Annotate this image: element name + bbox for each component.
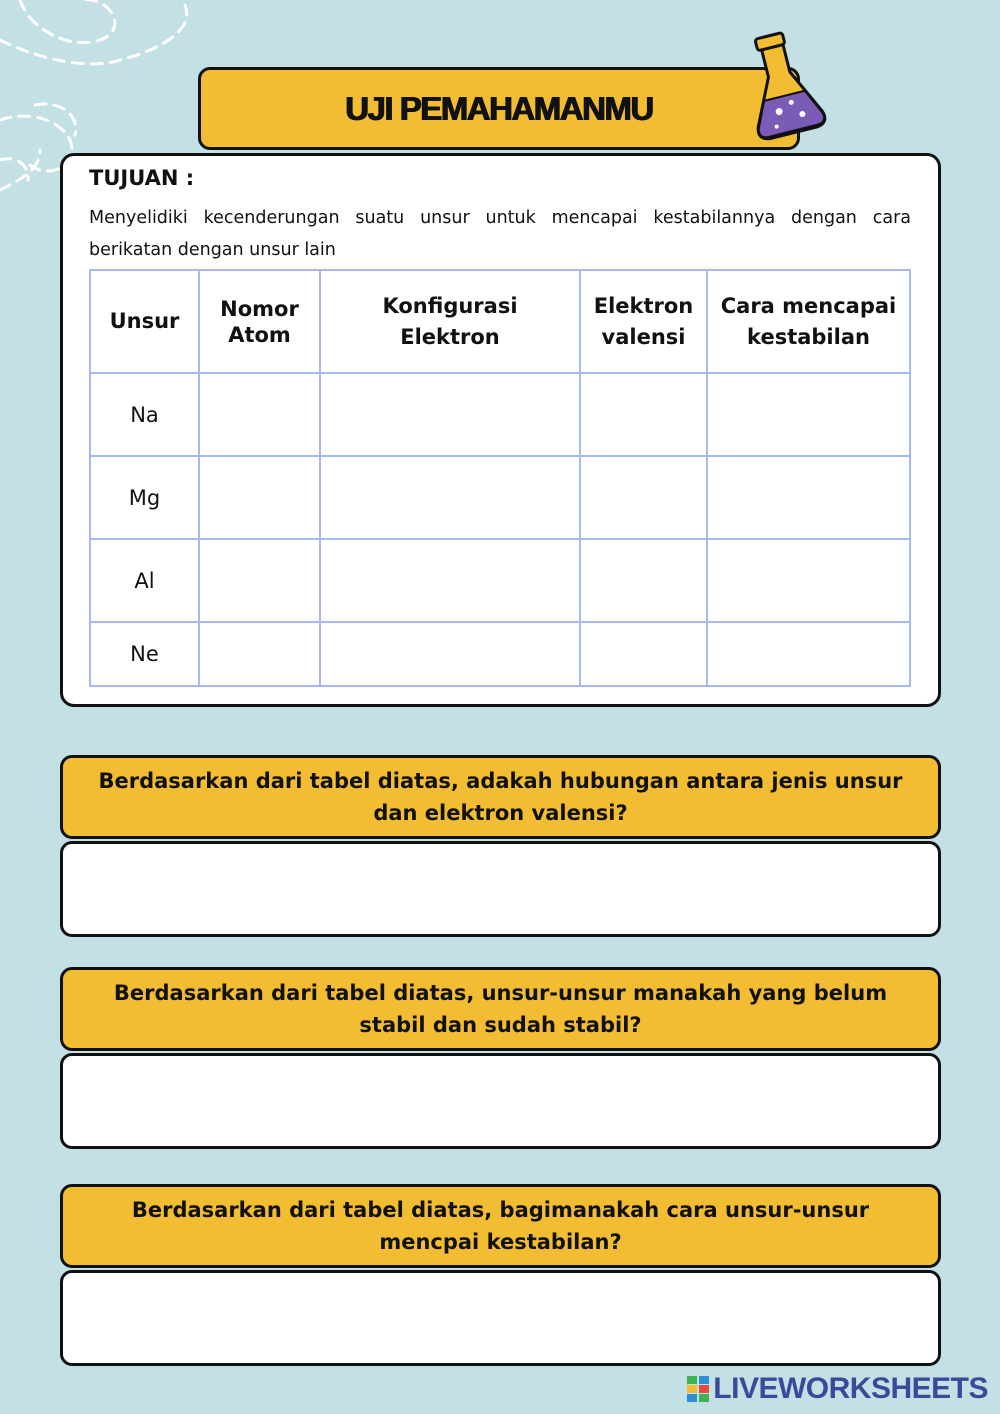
cell-konfigurasi[interactable] (320, 622, 580, 686)
column-header-unsur: Unsur (90, 270, 199, 373)
column-header-elektron-valensi: Elektron valensi (580, 270, 707, 373)
table-row (90, 539, 910, 622)
cell-nomor-atom[interactable] (199, 539, 320, 622)
answer-box-2[interactable] (60, 1053, 941, 1149)
cell-cara-kestabilan[interactable] (707, 456, 910, 539)
cell-konfigurasi[interactable] (320, 539, 580, 622)
cell-unsur: Ne (90, 622, 199, 686)
flask-icon (738, 30, 828, 145)
cell-konfigurasi[interactable] (320, 373, 580, 456)
cell-unsur: Al (90, 539, 199, 622)
brand-logo[interactable] (687, 1372, 988, 1406)
column-header-cara-kestabilan: Cara mencapai kestabilan (707, 270, 910, 373)
table-row (90, 622, 910, 686)
cell-elektron-valensi[interactable] (580, 373, 707, 456)
liveworksheets-logo-icon (687, 1376, 709, 1402)
table-row (90, 373, 910, 456)
cell-cara-kestabilan[interactable] (707, 622, 910, 686)
table-row (90, 456, 910, 539)
element-table (89, 269, 911, 687)
objective-label: TUJUAN : (89, 166, 195, 190)
cell-cara-kestabilan[interactable] (707, 539, 910, 622)
column-header-nomor-atom: Nomor Atom (199, 270, 320, 373)
cell-nomor-atom[interactable] (199, 456, 320, 539)
cell-elektron-valensi[interactable] (580, 539, 707, 622)
title-banner (198, 67, 800, 150)
question-1: Berdasarkan dari tabel diatas, adakah hubungan antara jenis unsur dan elektron valensi? (60, 755, 941, 839)
cell-elektron-valensi[interactable] (580, 622, 707, 686)
cell-nomor-atom[interactable] (199, 622, 320, 686)
cell-nomor-atom[interactable] (199, 373, 320, 456)
cell-konfigurasi[interactable] (320, 456, 580, 539)
brand-name: LIVEWORKSHEETS (713, 1372, 988, 1405)
answer-box-3[interactable] (60, 1270, 941, 1366)
cell-elektron-valensi[interactable] (580, 456, 707, 539)
cell-unsur: Mg (90, 456, 199, 539)
objective-text: Menyelidiki kecenderungan suatu unsur untuk mencapai kestabilannya dengan cara berikatan dengan unsur lain (89, 208, 911, 260)
question-3: Berdasarkan dari tabel diatas, bagimanakah cara unsur-unsur mencpai kestabilan? (60, 1184, 941, 1268)
page-title: UJI PEMAHAMANMU (345, 89, 653, 127)
cell-unsur: Na (90, 373, 199, 456)
table-header-row (90, 270, 910, 373)
column-header-konfigurasi: Konfigurasi Elektron (320, 270, 580, 373)
objective-card (60, 153, 941, 707)
answer-box-1[interactable] (60, 841, 941, 937)
cell-cara-kestabilan[interactable] (707, 373, 910, 456)
question-2: Berdasarkan dari tabel diatas, unsur-unsur manakah yang belum stabil dan sudah stabil? (60, 967, 941, 1051)
